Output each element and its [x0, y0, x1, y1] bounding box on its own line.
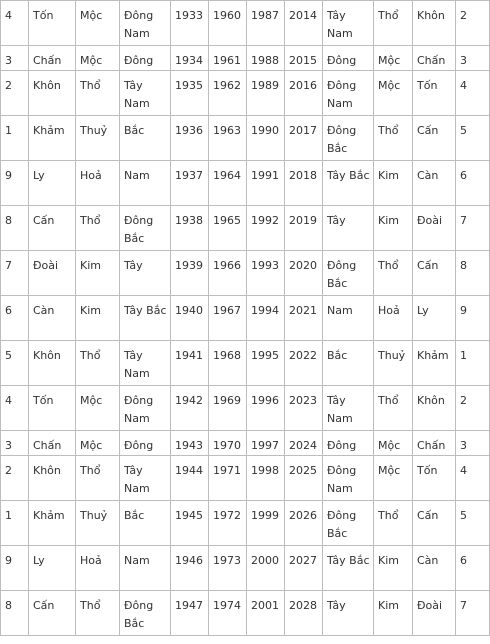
table-cell-trigram-2: Cấn — [413, 501, 456, 546]
table-cell-direction: Đông Nam — [120, 386, 171, 431]
table-cell-number-2: 4 — [456, 71, 490, 116]
table-cell-element: Thuỷ — [76, 501, 120, 546]
table-cell-direction-2: Tây Nam — [323, 386, 374, 431]
table-cell-element-2: Mộc — [374, 456, 413, 501]
table-cell-year-2: 1962 — [209, 71, 247, 116]
table-cell-trigram: Cấn — [29, 591, 76, 636]
table-cell-number: 4 — [1, 1, 29, 46]
table-cell-number: 1 — [1, 501, 29, 546]
table-cell-trigram-2: Cấn — [413, 251, 456, 296]
table-cell-number-2: 6 — [456, 161, 490, 206]
table-cell-element: Thổ — [76, 591, 120, 636]
table-row — [1, 546, 490, 591]
table-cell-direction: Tây Bắc — [120, 296, 171, 341]
table-row — [1, 591, 490, 636]
table-cell-year-1: 1947 — [171, 591, 209, 636]
table-cell-year-4: 2017 — [285, 116, 323, 161]
table-cell-year-4: 2020 — [285, 251, 323, 296]
table-cell-number-2: 2 — [456, 1, 490, 46]
table-cell-year-3: 2001 — [247, 591, 285, 636]
table-cell-direction-2: Đông — [323, 431, 374, 456]
table-cell-trigram-2: Khảm — [413, 341, 456, 386]
table-cell-year-1: 1943 — [171, 431, 209, 456]
table-cell-year-3: 1992 — [247, 206, 285, 251]
table-cell-direction: Tây Nam — [120, 456, 171, 501]
table-cell-year-4: 2021 — [285, 296, 323, 341]
table-cell-direction-2: Đông Bắc — [323, 501, 374, 546]
table-cell-year-2: 1963 — [209, 116, 247, 161]
table-cell-year-3: 1988 — [247, 46, 285, 71]
table-cell-direction-2: Tây Nam — [323, 1, 374, 46]
table-cell-element-2: Thổ — [374, 1, 413, 46]
table-cell-year-4: 2015 — [285, 46, 323, 71]
table-cell-trigram-2: Đoài — [413, 206, 456, 251]
table-cell-year-1: 1934 — [171, 46, 209, 71]
table-cell-number-2: 6 — [456, 546, 490, 591]
table-cell-number: 2 — [1, 71, 29, 116]
table-cell-element-2: Mộc — [374, 431, 413, 456]
table-row — [1, 71, 490, 116]
table-cell-year-2: 1968 — [209, 341, 247, 386]
table-cell-trigram: Ly — [29, 161, 76, 206]
table-cell-year-3: 2000 — [247, 546, 285, 591]
table-cell-number-2: 5 — [456, 501, 490, 546]
table-cell-trigram: Khảm — [29, 501, 76, 546]
table-cell-trigram: Khôn — [29, 71, 76, 116]
table-cell-year-1: 1946 — [171, 546, 209, 591]
table-cell-year-3: 1991 — [247, 161, 285, 206]
table-cell-year-4: 2018 — [285, 161, 323, 206]
table-row — [1, 116, 490, 161]
table-cell-element-2: Thổ — [374, 501, 413, 546]
table-cell-number: 7 — [1, 251, 29, 296]
table-cell-year-2: 1971 — [209, 456, 247, 501]
table-cell-year-3: 1994 — [247, 296, 285, 341]
table-cell-number-2: 4 — [456, 456, 490, 501]
table-cell-year-2: 1966 — [209, 251, 247, 296]
table-cell-element-2: Mộc — [374, 46, 413, 71]
table-cell-year-3: 1993 — [247, 251, 285, 296]
table-cell-trigram: Tốn — [29, 386, 76, 431]
table-cell-year-3: 1999 — [247, 501, 285, 546]
table-cell-element: Thuỷ — [76, 116, 120, 161]
table-cell-element-2: Kim — [374, 591, 413, 636]
table-cell-number: 4 — [1, 386, 29, 431]
table-cell-year-3: 1998 — [247, 456, 285, 501]
table-row — [1, 296, 490, 341]
table-cell-year-2: 1972 — [209, 501, 247, 546]
table-cell-number: 8 — [1, 206, 29, 251]
table-cell-number-2: 9 — [456, 296, 490, 341]
table-cell-year-2: 1969 — [209, 386, 247, 431]
table-cell-number: 3 — [1, 46, 29, 71]
table-cell-year-3: 1989 — [247, 71, 285, 116]
table-cell-year-2: 1973 — [209, 546, 247, 591]
table-cell-direction: Nam — [120, 546, 171, 591]
table-cell-direction: Tây Nam — [120, 71, 171, 116]
table-cell-element: Mộc — [76, 431, 120, 456]
table-cell-number-2: 3 — [456, 431, 490, 456]
table-cell-year-1: 1940 — [171, 296, 209, 341]
table-cell-direction-2: Tây Bắc — [323, 546, 374, 591]
table-cell-year-4: 2025 — [285, 456, 323, 501]
table-cell-year-4: 2016 — [285, 71, 323, 116]
table-cell-year-2: 1970 — [209, 431, 247, 456]
table-cell-year-1: 1938 — [171, 206, 209, 251]
table-cell-year-2: 1967 — [209, 296, 247, 341]
table-cell-direction-2: Tây Bắc — [323, 161, 374, 206]
table-cell-direction-2: Nam — [323, 296, 374, 341]
table-cell-year-3: 1995 — [247, 341, 285, 386]
table-cell-direction: Đông Nam — [120, 1, 171, 46]
table-row — [1, 341, 490, 386]
table-cell-year-1: 1939 — [171, 251, 209, 296]
table-cell-trigram-2: Cấn — [413, 116, 456, 161]
table-cell-trigram-2: Khôn — [413, 1, 456, 46]
table-cell-element: Hoả — [76, 161, 120, 206]
table-cell-number: 1 — [1, 116, 29, 161]
table-cell-direction-2: Đông Nam — [323, 456, 374, 501]
table-cell-trigram: Khôn — [29, 341, 76, 386]
table-cell-direction: Đông Bắc — [120, 591, 171, 636]
table-cell-number: 3 — [1, 431, 29, 456]
table-cell-year-4: 2019 — [285, 206, 323, 251]
table-cell-number-2: 2 — [456, 386, 490, 431]
table-row — [1, 431, 490, 456]
table-cell-trigram-2: Đoài — [413, 591, 456, 636]
table-cell-number: 2 — [1, 456, 29, 501]
table-cell-direction-2: Tây — [323, 591, 374, 636]
table-cell-element-2: Hoả — [374, 296, 413, 341]
table-cell-direction-2: Đông Bắc — [323, 251, 374, 296]
table-cell-element: Thổ — [76, 456, 120, 501]
table-cell-number-2: 5 — [456, 116, 490, 161]
table-cell-trigram-2: Khôn — [413, 386, 456, 431]
table-cell-year-2: 1961 — [209, 46, 247, 71]
table-cell-year-1: 1937 — [171, 161, 209, 206]
table-cell-year-3: 1996 — [247, 386, 285, 431]
table-cell-year-1: 1942 — [171, 386, 209, 431]
table-cell-trigram: Chấn — [29, 431, 76, 456]
table-cell-year-1: 1936 — [171, 116, 209, 161]
table-cell-year-2: 1974 — [209, 591, 247, 636]
table-cell-trigram-2: Càn — [413, 161, 456, 206]
table-cell-year-2: 1960 — [209, 1, 247, 46]
table-row — [1, 456, 490, 501]
table-cell-direction-2: Bắc — [323, 341, 374, 386]
table-cell-element: Mộc — [76, 46, 120, 71]
table-cell-element-2: Kim — [374, 206, 413, 251]
table-cell-element-2: Mộc — [374, 71, 413, 116]
table-cell-year-1: 1933 — [171, 1, 209, 46]
table-body — [1, 1, 490, 636]
table-cell-direction: Đông — [120, 46, 171, 71]
table-cell-year-1: 1941 — [171, 341, 209, 386]
table-cell-year-3: 1987 — [247, 1, 285, 46]
table-cell-trigram-2: Tốn — [413, 456, 456, 501]
table-cell-year-4: 2022 — [285, 341, 323, 386]
table-cell-trigram: Tốn — [29, 1, 76, 46]
table-cell-element: Thổ — [76, 71, 120, 116]
table-cell-direction-2: Đông — [323, 46, 374, 71]
table-cell-direction-2: Đông Nam — [323, 71, 374, 116]
table-cell-trigram-2: Càn — [413, 546, 456, 591]
table-cell-number: 9 — [1, 161, 29, 206]
table-cell-direction: Đông — [120, 431, 171, 456]
table-cell-direction: Tây — [120, 251, 171, 296]
table-cell-number: 6 — [1, 296, 29, 341]
table-cell-year-4: 2023 — [285, 386, 323, 431]
table-cell-element-2: Kim — [374, 546, 413, 591]
table-cell-trigram-2: Chấn — [413, 46, 456, 71]
table-cell-trigram: Khảm — [29, 116, 76, 161]
table-cell-year-3: 1990 — [247, 116, 285, 161]
table-cell-element-2: Thổ — [374, 251, 413, 296]
table-cell-year-1: 1944 — [171, 456, 209, 501]
table-cell-year-2: 1965 — [209, 206, 247, 251]
table-cell-element: Thổ — [76, 206, 120, 251]
table-cell-element: Mộc — [76, 386, 120, 431]
table-cell-element-2: Thuỷ — [374, 341, 413, 386]
table-cell-number-2: 8 — [456, 251, 490, 296]
table-cell-element: Kim — [76, 296, 120, 341]
table-cell-number: 5 — [1, 341, 29, 386]
table-cell-year-4: 2028 — [285, 591, 323, 636]
table-cell-trigram: Chấn — [29, 46, 76, 71]
table-row — [1, 501, 490, 546]
table-row — [1, 46, 490, 71]
table-cell-element: Mộc — [76, 1, 120, 46]
table-cell-year-4: 2024 — [285, 431, 323, 456]
table-cell-year-4: 2026 — [285, 501, 323, 546]
table-cell-trigram: Đoài — [29, 251, 76, 296]
table-cell-direction: Nam — [120, 161, 171, 206]
table-cell-year-2: 1964 — [209, 161, 247, 206]
table-cell-direction: Tây Nam — [120, 341, 171, 386]
table-cell-element-2: Thổ — [374, 386, 413, 431]
table-cell-trigram: Càn — [29, 296, 76, 341]
table-cell-element: Thổ — [76, 341, 120, 386]
table-cell-element-2: Thổ — [374, 116, 413, 161]
table-cell-direction-2: Đông Bắc — [323, 116, 374, 161]
table-cell-number-2: 7 — [456, 206, 490, 251]
table-cell-trigram: Ly — [29, 546, 76, 591]
table-cell-number: 9 — [1, 546, 29, 591]
table-cell-trigram: Khôn — [29, 456, 76, 501]
table-row — [1, 206, 490, 251]
table-cell-direction: Bắc — [120, 501, 171, 546]
table-cell-year-4: 2014 — [285, 1, 323, 46]
table-cell-element-2: Kim — [374, 161, 413, 206]
table-cell-trigram-2: Chấn — [413, 431, 456, 456]
table-cell-direction: Đông Bắc — [120, 206, 171, 251]
table-cell-year-1: 1935 — [171, 71, 209, 116]
table-cell-element: Hoả — [76, 546, 120, 591]
table-cell-element: Kim — [76, 251, 120, 296]
table-row — [1, 386, 490, 431]
table-cell-number-2: 3 — [456, 46, 490, 71]
table-cell-year-4: 2027 — [285, 546, 323, 591]
table-row — [1, 1, 490, 46]
table-cell-number-2: 7 — [456, 591, 490, 636]
table-cell-year-1: 1945 — [171, 501, 209, 546]
table-cell-number-2: 1 — [456, 341, 490, 386]
table-cell-direction-2: Tây — [323, 206, 374, 251]
table-cell-number: 8 — [1, 591, 29, 636]
table-row — [1, 161, 490, 206]
table-cell-direction: Bắc — [120, 116, 171, 161]
table-row — [1, 251, 490, 296]
table-cell-trigram-2: Ly — [413, 296, 456, 341]
table-cell-trigram-2: Tốn — [413, 71, 456, 116]
table-cell-year-3: 1997 — [247, 431, 285, 456]
table-cell-trigram: Cấn — [29, 206, 76, 251]
